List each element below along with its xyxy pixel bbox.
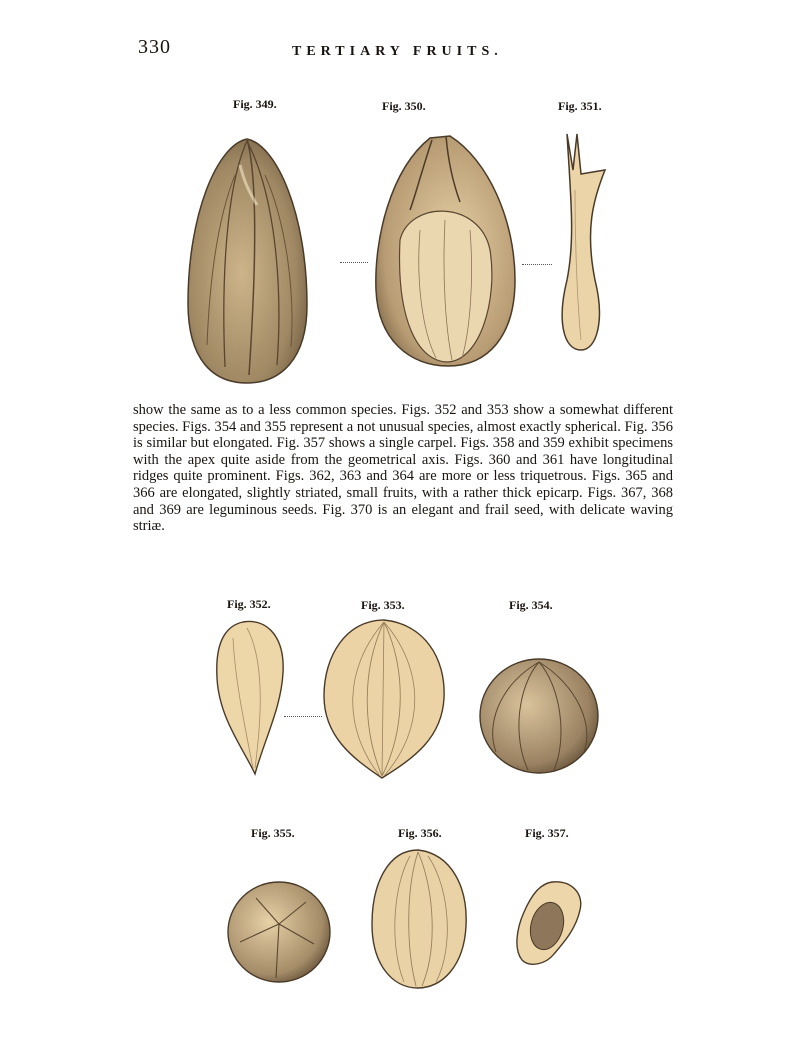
fig-357-illustration bbox=[512, 880, 587, 970]
fig-351-illustration bbox=[553, 130, 613, 355]
caption-fig-352: Fig. 352. bbox=[227, 597, 271, 611]
caption-fig-357: Fig. 357. bbox=[525, 826, 569, 840]
fig-349-illustration bbox=[185, 135, 310, 385]
dotted-connector bbox=[340, 262, 368, 263]
dotted-connector bbox=[522, 264, 552, 265]
body-paragraph: show the same as to a less common species. Figs. 352 and 353 show a somewhat different species. Figs. 354 and 355 represent a not unusual species, almost exactly spherical. Fig. 356 is similar but elongated. Fig. 357 shows a single carpel. Figs. 358 and 359 exhibit specimens with the apex quite aside from the geometrical axis. Figs. 360 and 361 have longitudinal ridges quite prominent. Figs. 362, 363 and 364 are more or less triquetrous. Figs. 365 and 366 are elongated, slightly striated, small fruits, with a rather thick epicarp. Figs. 367, 368 and 369 are leguminous seeds. Fig. 370 is an elegant and frail seed, with delicate waving striæ. bbox=[133, 402, 673, 535]
fig-356-illustration bbox=[370, 848, 470, 990]
caption-fig-350: Fig. 350. bbox=[382, 99, 426, 113]
fig-350-illustration bbox=[370, 130, 520, 370]
caption-fig-354: Fig. 354. bbox=[509, 598, 553, 612]
dotted-connector bbox=[284, 716, 322, 717]
fig-353-illustration bbox=[322, 618, 447, 780]
fig-352-illustration bbox=[213, 618, 288, 778]
running-title: TERTIARY FRUITS. bbox=[292, 44, 503, 59]
caption-fig-355: Fig. 355. bbox=[251, 826, 295, 840]
caption-fig-351: Fig. 351. bbox=[558, 99, 602, 113]
page-number: 330 bbox=[138, 36, 171, 58]
fig-354-illustration bbox=[478, 656, 603, 776]
caption-fig-353: Fig. 353. bbox=[361, 598, 405, 612]
caption-fig-349: Fig. 349. bbox=[233, 97, 277, 111]
caption-fig-356: Fig. 356. bbox=[398, 826, 442, 840]
fig-355-illustration bbox=[226, 880, 332, 984]
